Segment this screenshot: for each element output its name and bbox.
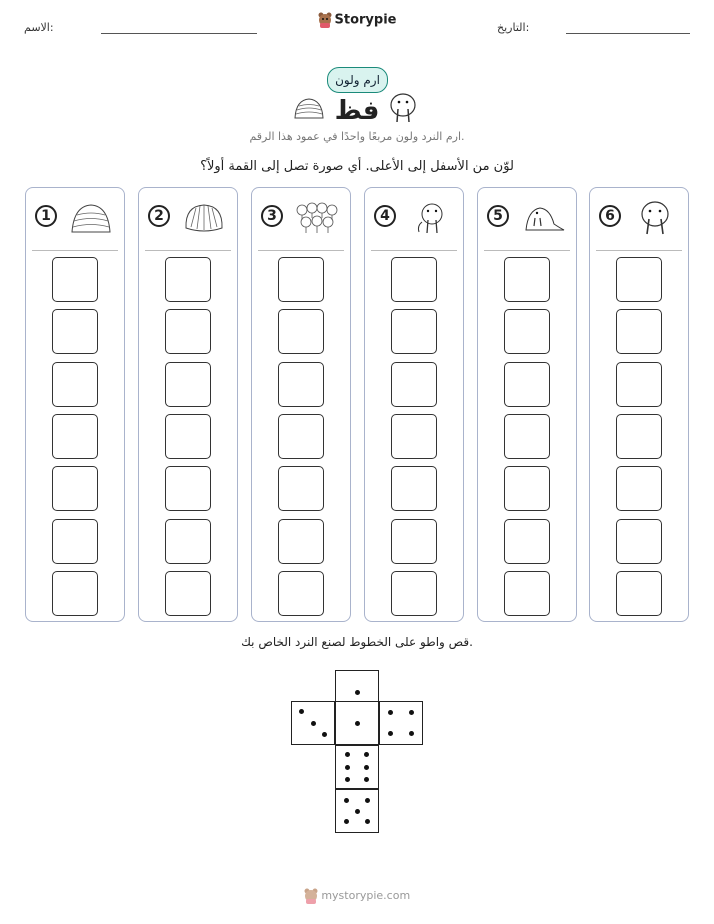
die-pip [299, 709, 304, 714]
color-box[interactable] [616, 414, 662, 459]
column-divider [596, 250, 682, 251]
color-box[interactable] [391, 571, 437, 616]
roll-color-badge: ارم ولون [327, 67, 388, 93]
column-number: 6 [599, 205, 621, 227]
color-box[interactable] [52, 571, 98, 616]
color-box[interactable] [504, 414, 550, 459]
die-pip [345, 752, 350, 757]
color-box[interactable] [391, 466, 437, 511]
color-box[interactable] [52, 257, 98, 302]
column-2 [138, 187, 238, 622]
column-6 [589, 187, 689, 622]
die-pip [388, 731, 393, 736]
footer-url: mystorypie.com [321, 889, 411, 902]
color-box[interactable] [52, 519, 98, 564]
die-pip [344, 819, 349, 824]
column-number: 3 [261, 205, 283, 227]
die-pip [365, 819, 370, 824]
column-number: 5 [487, 205, 509, 227]
color-box[interactable] [278, 362, 324, 407]
color-box[interactable] [165, 309, 211, 354]
color-box[interactable] [391, 257, 437, 302]
instructions: لوّن من الأسفل إلى الأعلى. أي صورة تصل إلى القمة أولاً؟ [200, 159, 514, 174]
color-box[interactable] [52, 414, 98, 459]
bear-logo-icon [304, 888, 318, 904]
column-number: 2 [148, 205, 170, 227]
die-pip [355, 721, 360, 726]
color-box[interactable] [504, 466, 550, 511]
walrus-face-icon [407, 200, 453, 236]
walrus-body-icon [520, 200, 566, 236]
color-box[interactable] [504, 257, 550, 302]
color-box[interactable] [165, 571, 211, 616]
die-pip [355, 690, 360, 695]
color-box[interactable] [391, 414, 437, 459]
die-pip [388, 710, 393, 715]
die-pip [364, 777, 369, 782]
column-divider [145, 250, 231, 251]
color-box[interactable] [165, 362, 211, 407]
die-pip [345, 777, 350, 782]
color-box[interactable] [616, 257, 662, 302]
page-title: فظ [0, 96, 714, 126]
brand-logo [0, 12, 714, 28]
column-4 [364, 187, 464, 622]
die-pip [355, 809, 360, 814]
column-divider [484, 250, 570, 251]
walrus-herd-icon [294, 200, 340, 236]
color-box[interactable] [504, 362, 550, 407]
color-box[interactable] [391, 309, 437, 354]
rock-pile-icon [68, 200, 114, 236]
color-box[interactable] [391, 362, 437, 407]
color-box[interactable] [278, 519, 324, 564]
color-box[interactable] [504, 571, 550, 616]
column-number: 1 [35, 205, 57, 227]
color-box[interactable] [616, 466, 662, 511]
die-pip [322, 732, 327, 737]
die-face-6 [335, 745, 379, 789]
cut-instruction: قص واطو على الخطوط لصنع النرد الخاص بك. [241, 635, 473, 649]
color-box[interactable] [278, 414, 324, 459]
column-divider [32, 250, 118, 251]
color-box[interactable] [278, 466, 324, 511]
color-box[interactable] [165, 414, 211, 459]
color-box[interactable] [616, 309, 662, 354]
die-pip [409, 710, 414, 715]
color-box[interactable] [616, 362, 662, 407]
die-pip [364, 765, 369, 770]
brand-name: Storypie [334, 12, 397, 28]
name-label: الاسم: [24, 21, 54, 34]
color-box[interactable] [165, 257, 211, 302]
die-pip [311, 721, 316, 726]
color-box[interactable] [504, 519, 550, 564]
die-face-1 [335, 701, 379, 745]
die-pip [344, 798, 349, 803]
die-pip [345, 765, 350, 770]
walrus-head-icon [388, 92, 418, 124]
color-box[interactable] [278, 571, 324, 616]
die-pip [409, 731, 414, 736]
column-divider [258, 250, 344, 251]
color-box[interactable] [504, 309, 550, 354]
die-face-4 [379, 701, 423, 745]
clam-shell-icon [181, 200, 227, 236]
color-box[interactable] [165, 519, 211, 564]
date-line[interactable] [566, 33, 690, 34]
color-box[interactable] [391, 519, 437, 564]
walrus-head-icon [632, 200, 678, 236]
name-line[interactable] [101, 33, 257, 34]
column-3 [251, 187, 351, 622]
die-pip [365, 798, 370, 803]
die-face-3 [291, 701, 335, 745]
column-number: 4 [374, 205, 396, 227]
color-box[interactable] [52, 362, 98, 407]
column-1 [25, 187, 125, 622]
color-box[interactable] [165, 466, 211, 511]
bear-logo-icon [318, 12, 332, 28]
date-label: التاريخ: [497, 21, 530, 34]
color-box[interactable] [278, 309, 324, 354]
subtitle: ارم النرد ولون مربعًا واحدًا في عمود هذا الرقم. [249, 130, 465, 143]
color-box[interactable] [52, 309, 98, 354]
color-box[interactable] [278, 257, 324, 302]
column-5 [477, 187, 577, 622]
die-pip [364, 752, 369, 757]
column-divider [371, 250, 457, 251]
color-box[interactable] [616, 571, 662, 616]
color-box[interactable] [616, 519, 662, 564]
color-box[interactable] [52, 466, 98, 511]
footer [0, 888, 714, 904]
rock-pile-icon [293, 96, 325, 122]
die-face-5 [335, 789, 379, 833]
